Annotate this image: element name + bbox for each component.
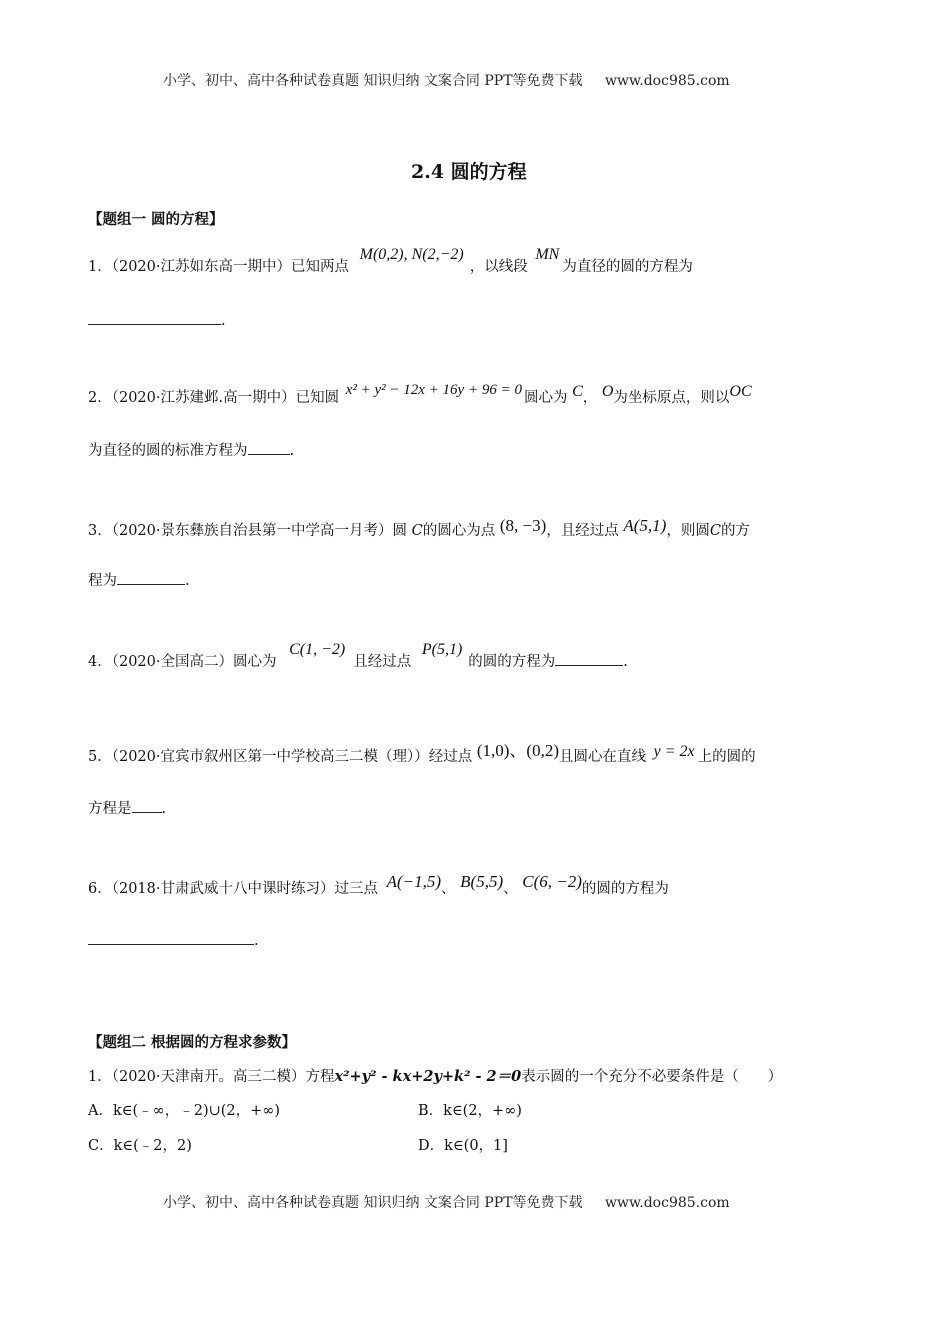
question-1-5 [88,741,756,767]
option-d[interactable] [418,1136,508,1156]
question-number: 1． [88,1069,112,1085]
question-source: （2018·甘肃武威十八中课时练习）过三点 [111,881,378,897]
question-text: 圆心为 [523,390,568,406]
math-point-b: B(5,5) [460,872,504,891]
math-line: y = 2x [653,743,695,760]
option-text: k∈(﹣2，2) [113,1138,192,1154]
math-points: (1,0)、(0,2) [476,741,560,760]
option-label: C． [88,1138,114,1154]
question-source: （2020·景东彝族自治县第一中学高一月考）圆 [111,523,407,539]
question-end: . [623,654,628,670]
question-text: 的圆心为点 [422,523,496,539]
question-source: （2020·江苏如东高一期中）已知两点 [111,259,349,275]
math-circle-equation: x² + y² − 12x + 16y + 96 = 0 [345,382,522,398]
math-segment-mn: MN [535,246,560,263]
header-url: www.doc985.com [604,73,730,89]
question-number: 3． [88,523,112,539]
header-text: 小学、初中、高中各种试卷真题 知识归纳 文案合同 PPT等免费下载 [163,73,583,89]
question-source: （2020·天津南开。高三二模）方程 [111,1069,335,1085]
answer-blank[interactable] [88,930,254,945]
question-2-1 [88,1067,782,1087]
page-footer [163,1192,730,1212]
math-c: C [411,523,423,539]
math-o: O [601,383,614,400]
question-number: 5． [88,749,112,765]
question-text: ，且经过点 [546,523,619,539]
question-text: 为直径的圆的标准方程为 [88,443,248,459]
question-text: 为直径的圆的方程为 [562,259,693,275]
option-c[interactable] [88,1136,192,1156]
question-number: 1． [88,259,112,275]
answer-blank[interactable] [117,570,185,585]
question-number: 2． [88,390,112,406]
answer-blank[interactable] [132,798,162,813]
option-b[interactable] [418,1101,522,1121]
answer-line [88,310,226,331]
question-1-1 [88,246,693,277]
page-header [163,70,730,90]
question-text: 的圆的方程为 [581,881,669,897]
question-text: 上的圆的 [697,749,756,765]
question-text: 且圆心在直线 [559,749,647,765]
answer-blank[interactable] [248,440,290,455]
question-source: （2020·江苏建邺.高一期中）已知圆 [111,390,340,406]
question-text: 的圆的方程为 [468,654,556,670]
question-1-2 [88,382,752,408]
question-text: 方程是 [88,801,132,817]
group-1-heading: 【题组一 圆的方程】 [88,211,224,228]
math-equation: x²+y² - kx+2y+k² - 2＝0 [334,1068,522,1085]
answer-blank[interactable] [555,651,623,666]
question-end: . [185,573,190,589]
question-number: 4． [88,654,112,670]
question-1-5-line2 [88,798,166,819]
footer-url: www.doc985.com [604,1195,730,1211]
question-text: 程为 [88,573,117,589]
option-label: A． [88,1103,113,1119]
question-end: . [254,933,259,949]
question-text: ， [582,390,598,406]
question-text: 且经过点 [353,654,412,670]
question-number: 6． [88,881,112,897]
option-a[interactable] [88,1101,280,1121]
question-text: ，则圆 [666,523,710,539]
answer-line [88,930,259,951]
question-text: 的方 [720,523,750,539]
question-end: . [161,801,167,817]
footer-text: 小学、初中、高中各种试卷真题 知识归纳 文案合同 PPT等免费下载 [163,1195,583,1211]
question-source: （2020·宜宾市叙州区第一中学校高三二模（理））经过点 [111,749,473,765]
math-c: C [709,523,721,539]
math-point-a: A(5,1) [623,516,667,535]
option-text: k∈(0，1] [444,1138,508,1154]
question-end: . [221,313,226,329]
question-text: 表示圆的一个充分不必要条件是（ ） [521,1069,783,1085]
question-text: ，以线段 [469,259,528,275]
math-center-c: C(1, −2) [289,641,346,658]
question-text: 、 [441,881,456,897]
question-1-3 [88,516,750,541]
math-point-p: P(5,1) [421,641,463,658]
option-text: k∈(﹣∞，﹣2)∪(2，+∞) [112,1103,281,1119]
answer-blank[interactable] [88,310,221,325]
math-c: C [572,383,583,400]
page-title: 2.4 圆的方程 [411,161,527,183]
question-1-6 [88,872,669,899]
option-label: D． [418,1138,445,1154]
question-1-2-line2 [88,440,294,461]
question-1-4 [88,641,628,672]
math-points-mn: M(0,2), N(2,−2) [359,246,464,263]
question-end: . [289,443,295,459]
math-oc: OC [729,383,752,400]
option-label: B． [418,1103,444,1119]
question-text: 为坐标原点，则以 [613,390,730,406]
math-center-point: (8, −3) [499,516,547,535]
question-text: 、 [503,881,518,897]
option-text: k∈(2，+∞) [443,1103,522,1119]
question-source: （2020·全国高二）圆心为 [111,654,277,670]
question-1-3-line2 [88,570,190,591]
math-point-c: C(6, −2) [522,872,582,891]
group-2-heading: 【题组二 根据圆的方程求参数】 [88,1034,297,1051]
math-point-a: A(−1,5) [386,872,442,891]
